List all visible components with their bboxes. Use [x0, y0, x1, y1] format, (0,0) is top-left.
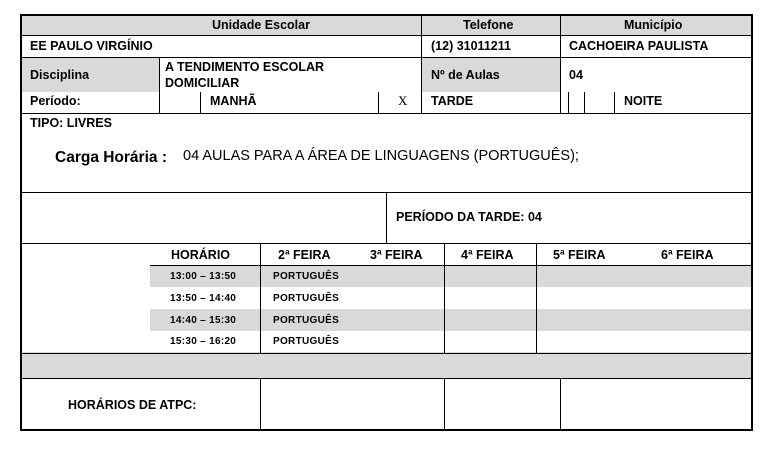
rule	[386, 192, 387, 243]
school-phone: (12) 31011211	[431, 39, 511, 53]
school-header: Unidade Escolar	[212, 18, 310, 32]
discipline-label: Disciplina	[30, 68, 90, 82]
rule	[150, 265, 753, 266]
schedule-time: 14:40 – 15:30	[170, 315, 237, 326]
type-line: TIPO: LIVRES	[30, 116, 112, 130]
school-city: CACHOEIRA PAULISTA	[569, 39, 709, 53]
rule	[421, 14, 422, 113]
schedule-header-mon: 2ª FEIRA	[278, 248, 331, 262]
border-top	[20, 14, 753, 16]
discipline-value-line1: A TENDIMENTO ESCOLAR	[165, 60, 325, 74]
period-label: Período:	[30, 94, 81, 108]
rule	[20, 378, 753, 379]
rule	[20, 353, 753, 354]
schedule-time: 13:50 – 14:40	[170, 293, 237, 304]
workload-value: 04 AULAS PARA A ÁREA DE LINGUAGENS (PORTUGUÊS);	[183, 148, 579, 164]
period-afternoon: TARDE	[431, 94, 474, 108]
schedule-header-fri: 6ª FEIRA	[661, 248, 714, 262]
schedule-header-thu: 5ª FEIRA	[553, 248, 606, 262]
rule	[20, 243, 753, 244]
rule	[560, 378, 561, 430]
discipline-value-line2: DOMICILIAR	[165, 76, 240, 90]
period-morning: MANHÃ	[210, 94, 257, 108]
border-left	[20, 14, 22, 431]
rule	[614, 92, 615, 113]
rule	[20, 57, 753, 58]
rule	[200, 92, 201, 113]
schedule-header-wed: 4ª FEIRA	[461, 248, 514, 262]
schedule-monday-subject: PORTUGUÊS	[273, 336, 340, 347]
workload-label: Carga Horária :	[55, 149, 167, 166]
city-header: Município	[624, 18, 683, 32]
atpc-label: HORÁRIOS DE ATPC:	[68, 398, 197, 412]
schedule-header-tue: 3ª FEIRA	[370, 248, 423, 262]
rule	[560, 14, 561, 113]
schedule-time: 15:30 – 16:20	[170, 336, 237, 347]
rule	[20, 35, 753, 36]
row-shade-1	[150, 266, 752, 287]
rule	[159, 57, 160, 113]
lessons-value: 04	[569, 68, 583, 82]
afternoon-period: PERÍODO DA TARDE: 04	[396, 210, 542, 224]
lessons-label: Nº de Aulas	[431, 68, 500, 82]
rule	[20, 113, 753, 114]
rule	[260, 378, 261, 430]
period-night: NOITE	[624, 94, 663, 108]
separator-band	[21, 352, 752, 379]
period-mark: X	[398, 93, 408, 108]
schedule-monday-subject: PORTUGUÊS	[273, 315, 340, 326]
rule	[536, 243, 537, 353]
rule	[378, 92, 379, 113]
rule	[444, 378, 445, 430]
row-shade-3	[150, 309, 752, 331]
schedule-monday-subject: PORTUGUÊS	[273, 271, 340, 282]
phone-header: Telefone	[463, 18, 514, 32]
rule	[568, 92, 569, 113]
schedule-time: 13:00 – 13:50	[170, 271, 237, 282]
border-bottom	[20, 429, 753, 431]
school-name: EE PAULO VIRGÍNIO	[30, 39, 153, 53]
schedule-header-time: HORÁRIO	[171, 248, 231, 262]
rule	[260, 243, 261, 353]
rule	[584, 92, 585, 113]
rule	[444, 243, 445, 353]
border-right	[751, 14, 753, 431]
schedule-monday-subject: PORTUGUÊS	[273, 293, 340, 304]
